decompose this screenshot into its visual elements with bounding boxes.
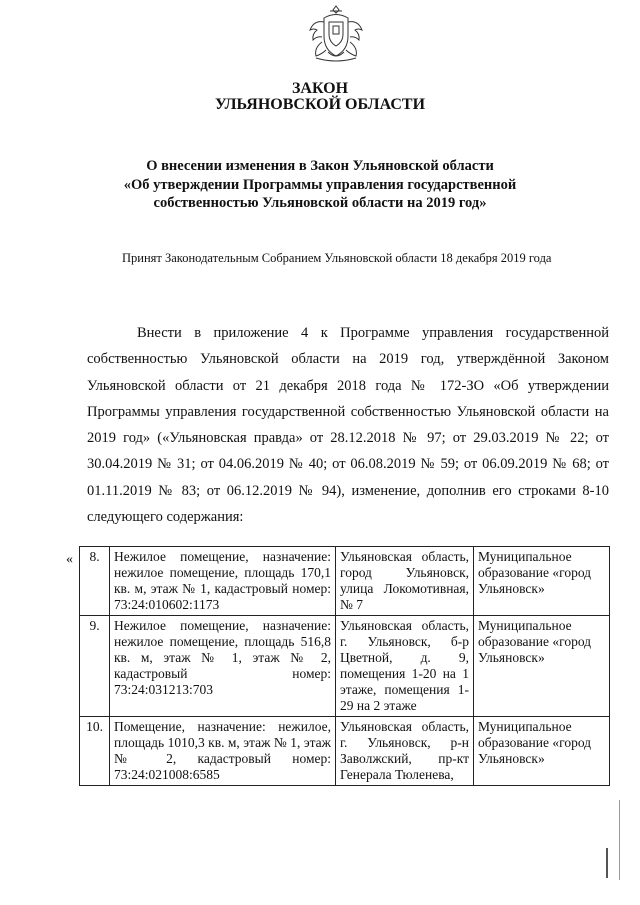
property-address: Ульяновская область, город Ульяновск, улица Локомотивная, № 7 — [336, 547, 474, 616]
coat-of-arms-emblem — [306, 2, 366, 64]
body-text: Внести в приложение 4 к Программе управления государственной собственностью Ульяновской области на 2019 год, утверждённой Законом Ульяновской области от 21 декабря 2018 года № 172-ЗО «Об утверждении Программы управления государственной собственностью Ульяновской области на 2019 год» («Ульяновская правда» от 28.12.2018 № 97; от 29.03.2019 № 22; от 30.04.2019 № 31; от 04.06.2019 № 40; от 06.08.2019 № 59; от 06.09.2019 № 68; от 01.11.2019 № 83; от 06.12.2019 № 94), изменение, дополнив его строками 8-10 следующего содержания: — [87, 325, 609, 526]
property-description: Помещение, назначение: нежилое, площадь 1010,3 кв. м, этаж № 1, этаж № 2, кадастровый номер: 73:24:021008:6585 — [110, 717, 336, 786]
subject-line: О внесении изменения в Закон Ульяновской области — [146, 158, 494, 174]
row-number: 9. — [80, 616, 110, 717]
amendment-table — [79, 546, 610, 786]
row-number: 10. — [80, 717, 110, 786]
adoption-note: Принят Законодательным Собранием Ульяновской области 18 декабря 2019 года — [122, 251, 552, 265]
subject-line: собственностью Ульяновской области на 2019 год» — [153, 195, 487, 211]
opening-quote-mark: « — [66, 552, 73, 567]
property-description: Нежилое помещение, назначение: нежилое помещение, площадь 516,8 кв. м, этаж № 1, этаж № 2, кадастровый номер: 73:24:031213:703 — [110, 616, 336, 717]
property-owner: Муниципальное образование «город Ульяновск» — [474, 547, 610, 616]
property-address: Ульяновская область, г. Ульяновск, б-р Цветной, д. 9, помещения 1-20 на 1 этаже, помещения 1-29 на 2 этаже — [336, 616, 474, 717]
region-title: УЛЬЯНОВСКОЙ ОБЛАСТИ — [214, 96, 426, 113]
law-subject — [0, 157, 640, 213]
property-address: Ульяновская область, г. Ульяновск, р-н Заволжский, пр-кт Генерала Тюленева, — [336, 717, 474, 786]
table-row — [80, 547, 610, 616]
property-owner: Муниципальное образование «город Ульяновск» — [474, 616, 610, 717]
body-paragraph — [87, 320, 609, 530]
subject-line: «Об утверждении Программы управления государственной — [123, 176, 517, 193]
law-title: ЗАКОН — [291, 80, 349, 97]
table-row — [80, 717, 610, 786]
property-description: Нежилое помещение, назначение: нежилое помещение, площадь 170,1 кв. м, этаж № 1, кадастровый номер: 73:24:010602:1173 — [110, 547, 336, 616]
scan-mark — [606, 848, 608, 878]
property-owner: Муниципальное образование «город Ульяновск» — [474, 717, 610, 786]
table-row — [80, 616, 610, 717]
scan-mark — [619, 800, 620, 880]
row-number: 8. — [80, 547, 110, 616]
